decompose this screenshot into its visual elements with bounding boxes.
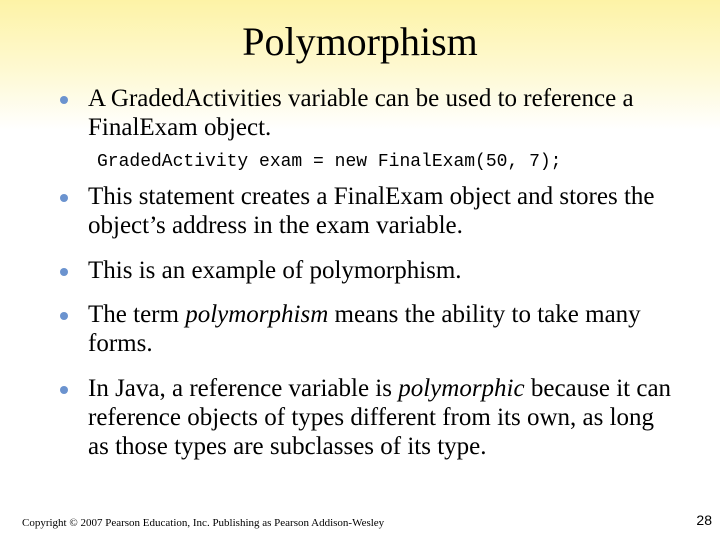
bullet-text: This is an example of polymorphism. [88,257,462,284]
bullet-item-4 [58,300,678,358]
bullet-text: In Java, a reference variable is polymorphic because it can reference objects of types different from its own, as long as those types are subclasses of its type. [88,375,672,460]
emphasis-term: polymorphic [398,375,525,402]
bullet-icon [60,312,68,320]
bullet-text: A GradedActivities variable can be used to reference a FinalExam object. [88,85,634,141]
bullet-icon [60,268,68,276]
bullet-text: This statement creates a FinalExam object and stores the object’s address in the exam variable. [88,183,655,239]
code-line: GradedActivity exam = new FinalExam(50, 7); [97,152,562,172]
bullet-icon [60,194,68,202]
bullet-item-5 [58,374,678,461]
slide-title: Polymorphism [242,19,478,64]
bullet-item-1 [58,84,678,142]
copyright-footer: Copyright © 2007 Pearson Education, Inc. Publishing as Pearson Addison-Wesley [22,517,385,529]
emphasis-term: polymorphism [185,301,329,328]
bullet-icon [60,386,68,394]
bullet-item-2 [58,182,678,240]
bullet-text: The term polymorphism means the ability to take many forms. [88,301,641,357]
bullet-icon [60,96,68,104]
bullet-item-3 [58,256,678,285]
page-number: 28 [696,512,712,528]
